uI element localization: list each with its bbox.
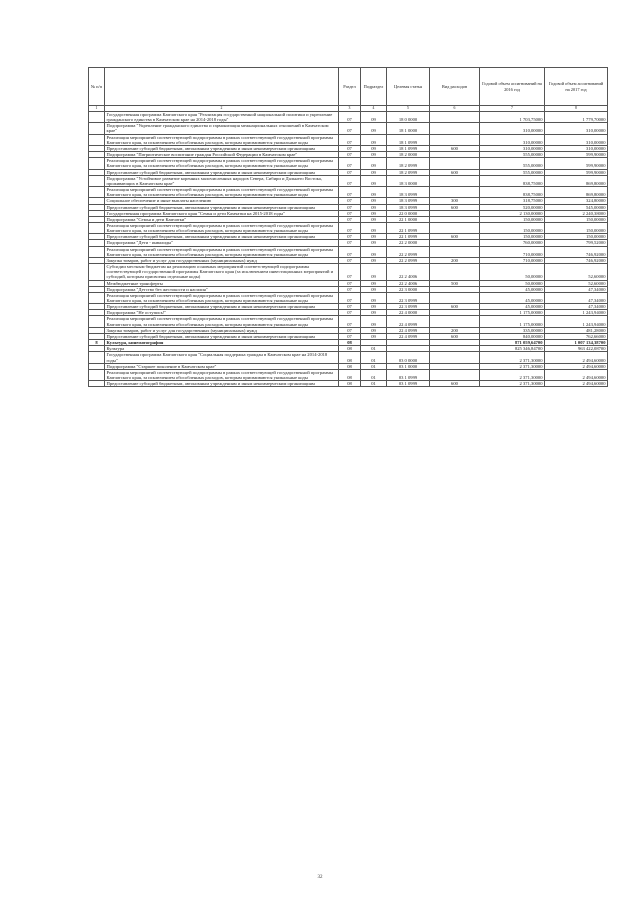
row-subsection: 01: [361, 369, 387, 380]
row-amount-2017: 599,90000: [545, 158, 608, 169]
row-section: 07: [339, 158, 361, 169]
table-row: [89, 216, 608, 222]
table-body: [89, 106, 608, 387]
row-amount-2016: 2 371,30000: [480, 369, 545, 380]
row-amount-2016: 1 703,75000: [480, 112, 545, 123]
row-amount-2016: 2 371,30000: [480, 363, 545, 369]
row-section: 07: [339, 257, 361, 263]
row-target: 22 3 0999: [387, 292, 430, 303]
row-amount-2016: 150,00000: [480, 222, 545, 233]
row-exp-type: 600: [430, 169, 480, 175]
row-amount-2017: 869,80000: [545, 175, 608, 186]
row-amount-2017: 799,52000: [545, 240, 608, 246]
row-target: 22 4 0000: [387, 310, 430, 316]
column-index-cell: 2: [105, 106, 339, 112]
row-amount-2016: 555,00000: [480, 169, 545, 175]
row-amount-2017: 1 007 134,38700: [545, 340, 608, 346]
row-target: 22 3 0000: [387, 286, 430, 292]
row-name: Культура: [105, 346, 339, 352]
table-row: [89, 369, 608, 380]
row-subsection: 09: [361, 286, 387, 292]
row-subsection: 09: [361, 134, 387, 145]
row-number: [89, 369, 105, 380]
row-number: [89, 352, 105, 363]
header-num: № п/п: [89, 68, 105, 106]
row-amount-2017: 150,00000: [545, 222, 608, 233]
row-exp-type: [430, 158, 480, 169]
row-target: 03 1 0999: [387, 381, 430, 387]
row-amount-2017: 599,90000: [545, 169, 608, 175]
row-amount-2016: 310,00000: [480, 134, 545, 145]
row-exp-type: [430, 187, 480, 198]
row-amount-2016: 45,00000: [480, 304, 545, 310]
row-amount-2017: 2 494,60000: [545, 369, 608, 380]
row-subsection: 09: [361, 333, 387, 339]
row-amount-2017: 2 240,38000: [545, 210, 608, 216]
row-amount-2016: 150,00000: [480, 234, 545, 240]
row-section: 07: [339, 152, 361, 158]
row-subsection: 09: [361, 198, 387, 204]
row-target: 22 1 0999: [387, 234, 430, 240]
row-amount-2017: 1 779,70000: [545, 112, 608, 123]
row-name: Социальное обеспечение и иные выплаты населению: [105, 198, 339, 204]
row-section: 07: [339, 310, 361, 316]
row-name: Подпрограмма "Устойчивое развитие коренных малочисленных народов Севера, Сибири и Дальнего Востока, проживающих в Камчатском крае": [105, 175, 339, 186]
row-amount-2017: 2 494,60000: [545, 352, 608, 363]
row-target: 18 2 0000: [387, 152, 430, 158]
row-section: 07: [339, 169, 361, 175]
row-amount-2017: 545,00000: [545, 204, 608, 210]
row-name: Реализация мероприятий соответствующей подпрограммы в рамках соответствующей государственной программы Камчатского края, за исключением обособленных расходов, которым присваиваются уникальные коды: [105, 158, 339, 169]
row-subsection: 09: [361, 310, 387, 316]
row-amount-2017: 310,00000: [545, 145, 608, 151]
row-name: Субсидии местным бюджетам на реализацию основных мероприятий соответствующей подпрограммы соответствующей государственной программы Камчатского края (за исключением инвестиционных мероприятий и субсидий, которым присвоены отдельные коды): [105, 264, 339, 280]
row-amount-2017: 1 243,94000: [545, 310, 608, 316]
row-number: [89, 134, 105, 145]
row-name: Государственная программа Камчатского края "Семья и дети Камчатки на 2015-2018 годы": [105, 210, 339, 216]
table-row: [89, 257, 608, 263]
row-subsection: 09: [361, 158, 387, 169]
row-amount-2016: 710,00000: [480, 257, 545, 263]
row-section: 07: [339, 234, 361, 240]
row-target: 22 1 0999: [387, 222, 430, 233]
row-amount-2016: 838,75000: [480, 187, 545, 198]
row-exp-type: 600: [430, 381, 480, 387]
row-section: 08: [339, 381, 361, 387]
row-name: Межбюджетные трансферты: [105, 280, 339, 286]
row-exp-type: 300: [430, 198, 480, 204]
column-index-cell: 7: [480, 106, 545, 112]
row-subsection: 09: [361, 240, 387, 246]
row-target: 18 0 0000: [387, 112, 430, 123]
row-amount-2017: 150,00000: [545, 216, 608, 222]
row-subsection: 09: [361, 175, 387, 186]
row-exp-type: [430, 175, 480, 186]
row-name: Подпрограмма "Детство без жестокости и насилия": [105, 286, 339, 292]
column-index-cell: 4: [361, 106, 387, 112]
table-row: [89, 198, 608, 204]
row-amount-2016: 45,00000: [480, 286, 545, 292]
row-section: 08: [339, 346, 361, 352]
row-section: 07: [339, 222, 361, 233]
row-name: Государственная программа Камчатского края "Реализация государственной национальной политики и укрепление гражданского единства в Камчатском крае на 2014-2018 годы": [105, 112, 339, 123]
row-amount-2016: 310,00000: [480, 145, 545, 151]
row-amount-2017: 1 243,94000: [545, 316, 608, 327]
row-target: 18 3 0999: [387, 198, 430, 204]
row-name: Предоставление субсидий бюджетным, автономным учреждениям и иным некоммерческим организациям: [105, 381, 339, 387]
row-name: Закупка товаров, работ и услуг для государственных (муниципальных) нужд: [105, 327, 339, 333]
row-name: Предоставление субсидий бюджетным, автономным учреждениям и иным некоммерческим организациям: [105, 145, 339, 151]
table-row: [89, 145, 608, 151]
header-target: Целевая статья: [387, 68, 430, 106]
row-target: 18 3 0999: [387, 204, 430, 210]
row-amount-2017: 746,92000: [545, 246, 608, 257]
row-target: 22 1 0000: [387, 216, 430, 222]
row-subsection: 09: [361, 234, 387, 240]
row-name: Предоставление субсидий бюджетным, автономным учреждениям и иным некоммерческим организациям: [105, 204, 339, 210]
row-target: 22 2 0999: [387, 257, 430, 263]
row-section: 07: [339, 112, 361, 123]
table-row: [89, 234, 608, 240]
row-target: 22 4 0999: [387, 316, 430, 327]
row-exp-type: [430, 222, 480, 233]
row-amount-2017: 762,66000: [545, 333, 608, 339]
row-section: 07: [339, 210, 361, 216]
row-exp-type: [430, 316, 480, 327]
row-amount-2016: 760,00000: [480, 240, 545, 246]
row-amount-2016: 710,00000: [480, 246, 545, 257]
table-row: [89, 381, 608, 387]
row-target: 03 1 0000: [387, 363, 430, 369]
row-amount-2017: 310,00000: [545, 123, 608, 134]
row-exp-type: [430, 246, 480, 257]
table-row: [89, 352, 608, 363]
row-exp-type: 600: [430, 204, 480, 210]
row-subsection: 09: [361, 216, 387, 222]
row-amount-2016: 318,75000: [480, 198, 545, 204]
row-target: 22 2 0000: [387, 240, 430, 246]
table-row: [89, 222, 608, 233]
row-name: Реализация мероприятий соответствующей подпрограммы в рамках соответствующей государственной программы Камчатского края, за исключением обособленных расходов, которым присваиваются уникальные коды: [105, 134, 339, 145]
header-section: Раздел: [339, 68, 361, 106]
row-number: [89, 123, 105, 134]
row-subsection: 09: [361, 246, 387, 257]
row-section: 07: [339, 123, 361, 134]
row-section: 07: [339, 327, 361, 333]
row-target: 18 3 0000: [387, 175, 430, 186]
header-2016: Годовой объем ассигнований на 2016 год: [480, 68, 545, 106]
row-subsection: 09: [361, 123, 387, 134]
row-target: 18 1 0999: [387, 134, 430, 145]
row-subsection: 09: [361, 304, 387, 310]
row-amount-2016: 50,00000: [480, 280, 545, 286]
table-row: [89, 169, 608, 175]
row-target: 18 1 0000: [387, 123, 430, 134]
row-target: 22 2 4006: [387, 264, 430, 280]
row-amount-2017: 2 494,60000: [545, 381, 608, 387]
row-subsection: 09: [361, 210, 387, 216]
row-amount-2016: 2 130,00000: [480, 210, 545, 216]
row-amount-2017: 599,90000: [545, 152, 608, 158]
row-subsection: 09: [361, 152, 387, 158]
table-header-row: [89, 68, 608, 106]
row-section: 07: [339, 134, 361, 145]
row-target: 18 1 0999: [387, 145, 430, 151]
row-section: 07: [339, 145, 361, 151]
row-target: 22 4 0999: [387, 327, 430, 333]
row-number: [89, 175, 105, 186]
row-target: 03 1 0999: [387, 369, 430, 380]
row-amount-2017: 481,28000: [545, 327, 608, 333]
row-subsection: 09: [361, 280, 387, 286]
row-exp-type: 600: [430, 145, 480, 151]
column-index-cell: 1: [89, 106, 105, 112]
row-number: [89, 246, 105, 257]
row-number: [89, 187, 105, 198]
row-amount-2017: 52,60000: [545, 280, 608, 286]
row-amount-2016: 1 175,00000: [480, 310, 545, 316]
row-exp-type: [430, 134, 480, 145]
page-number: 32: [317, 875, 323, 880]
row-target: 22 4 0999: [387, 333, 430, 339]
row-target: 22 2 4006: [387, 280, 430, 286]
table-row: [89, 204, 608, 210]
row-exp-type: [430, 123, 480, 134]
row-name: Предоставление субсидий бюджетным, автономным учреждениям и иным некоммерческим организациям: [105, 169, 339, 175]
row-name: Подпрограмма "Укрепление гражданского единства и гармонизация межнациональных отношений в Камчатском крае": [105, 123, 339, 134]
row-section: 07: [339, 264, 361, 280]
row-section: 08: [339, 363, 361, 369]
header-name: [105, 68, 339, 106]
row-name: Подпрограмма "Дети - инвалиды": [105, 240, 339, 246]
row-subsection: 09: [361, 222, 387, 233]
row-amount-2016: 871 059,64700: [480, 340, 545, 346]
row-name: Государственная программа Камчатского края "Социальная поддержка граждан в Камчатском крае на 2014-2018 годы": [105, 352, 339, 363]
row-target: 18 2 0999: [387, 158, 430, 169]
row-subsection: 09: [361, 145, 387, 151]
table-row: [89, 327, 608, 333]
row-name: Подпрограмма "Не оступись!": [105, 310, 339, 316]
row-amount-2016: 45,00000: [480, 292, 545, 303]
row-section: 07: [339, 240, 361, 246]
row-amount-2017: 310,00000: [545, 134, 608, 145]
row-section: 08: [339, 369, 361, 380]
row-name: Подпрограмма "Старшее поколение в Камчатском крае": [105, 363, 339, 369]
row-name: Предоставление субсидий бюджетным, автономным учреждениям и иным некоммерческим организациям: [105, 304, 339, 310]
row-subsection: 01: [361, 352, 387, 363]
table-row: [89, 333, 608, 339]
row-section: 07: [339, 204, 361, 210]
row-subsection: 09: [361, 204, 387, 210]
row-section: 08: [339, 352, 361, 363]
table-row: [89, 210, 608, 216]
row-name: Реализация мероприятий соответствующей подпрограммы в рамках соответствующей государственной программы Камчатского края, за исключением обособленных расходов, которым присваиваются уникальные коды: [105, 292, 339, 303]
row-amount-2017: 324,80000: [545, 198, 608, 204]
row-subsection: 09: [361, 112, 387, 123]
header-exp-type: Вид расходов: [430, 68, 480, 106]
row-amount-2017: 47,34000: [545, 304, 608, 310]
row-amount-2017: 2 494,60000: [545, 363, 608, 369]
row-amount-2017: 963 422,08700: [545, 346, 608, 352]
row-amount-2017: 52,60000: [545, 264, 608, 280]
row-number: [89, 158, 105, 169]
table-row: [89, 246, 608, 257]
table-row: [89, 304, 608, 310]
table-row: [89, 152, 608, 158]
row-amount-2016: 520,00000: [480, 204, 545, 210]
table-row: [89, 123, 608, 134]
row-section: 07: [339, 280, 361, 286]
column-index-cell: 3: [339, 106, 361, 112]
row-section: 08: [339, 340, 361, 346]
row-section: 07: [339, 216, 361, 222]
row-section: 07: [339, 316, 361, 327]
row-amount-2016: 50,00000: [480, 264, 545, 280]
row-section: 07: [339, 246, 361, 257]
row-exp-type: 600: [430, 304, 480, 310]
row-name: Культура, кинематография: [105, 340, 339, 346]
header-subsection: Подраздел: [361, 68, 387, 106]
row-number: [89, 112, 105, 123]
row-amount-2016: 825 346,84700: [480, 346, 545, 352]
row-number: [89, 316, 105, 327]
row-name: Закупка товаров, работ и услуг для государственных (муниципальных) нужд: [105, 257, 339, 263]
row-name: Подпрограмма "Патриотическое воспитание граждан Российской Федерации в Камчатском крае": [105, 152, 339, 158]
row-amount-2016: 150,00000: [480, 216, 545, 222]
row-amount-2016: 555,00000: [480, 152, 545, 158]
row-section: 07: [339, 292, 361, 303]
table-row: [89, 175, 608, 186]
table-row: [89, 363, 608, 369]
header-2017: Годовой объем ассигнований на 2017 год: [545, 68, 608, 106]
row-amount-2017: 47,34000: [545, 286, 608, 292]
row-amount-2016: 838,75000: [480, 175, 545, 186]
table-row: [89, 112, 608, 123]
row-section: 07: [339, 333, 361, 339]
row-exp-type: [430, 369, 480, 380]
row-section: 07: [339, 175, 361, 186]
row-exp-type: [430, 352, 480, 363]
row-amount-2016: 840,00000: [480, 333, 545, 339]
row-subsection: 09: [361, 169, 387, 175]
row-target: 18 2 0999: [387, 169, 430, 175]
table-row: [89, 286, 608, 292]
row-subsection: 09: [361, 292, 387, 303]
row-amount-2016: 335,00000: [480, 327, 545, 333]
row-name: Предоставление субсидий бюджетным, автономным учреждениям и иным некоммерческим организациям: [105, 333, 339, 339]
row-target: 22 3 0999: [387, 304, 430, 310]
row-subsection: 01: [361, 381, 387, 387]
row-exp-type: 600: [430, 234, 480, 240]
column-index-cell: 8: [545, 106, 608, 112]
table-row: [89, 187, 608, 198]
row-name: Реализация мероприятий соответствующей подпрограммы в рамках соответствующей государственной программы Камчатского края, за исключением обособленных расходов, которым присваиваются уникальные коды: [105, 316, 339, 327]
row-subsection: 09: [361, 257, 387, 263]
row-name: Реализация мероприятий соответствующей подпрограммы в рамках соответствующей государственной программы Камчатского края, за исключением обособленных расходов, которым присваиваются уникальные коды: [105, 246, 339, 257]
row-number: [89, 381, 105, 387]
row-number: [89, 292, 105, 303]
row-subsection: 09: [361, 316, 387, 327]
row-name: Реализация мероприятий соответствующей подпрограммы в рамках соответствующей государственной программы Камчатского края, за исключением обособленных расходов, которым присваиваются уникальные коды: [105, 222, 339, 233]
table-row: [89, 292, 608, 303]
column-index-cell: 5: [387, 106, 430, 112]
budget-allocation-table: [88, 67, 608, 387]
table-row: [89, 134, 608, 145]
row-target: 03 0 0000: [387, 352, 430, 363]
row-amount-2017: 869,80000: [545, 187, 608, 198]
row-amount-2016: 2 371,30000: [480, 352, 545, 363]
row-target: 22 0 0000: [387, 210, 430, 216]
row-section: 07: [339, 286, 361, 292]
row-amount-2016: 310,00000: [480, 123, 545, 134]
row-exp-type: 600: [430, 333, 480, 339]
row-amount-2016: 1 175,00000: [480, 316, 545, 327]
row-number: 8: [89, 340, 105, 346]
row-subsection: 01: [361, 346, 387, 352]
row-name: Подпрограмма "Семья и дети Камчатки": [105, 216, 339, 222]
row-amount-2017: 150,00000: [545, 234, 608, 240]
row-section: 07: [339, 304, 361, 310]
row-name: Реализация мероприятий соответствующей подпрограммы в рамках соответствующей государственной программы Камчатского края, за исключением обособленных расходов, которым присваиваются уникальные коды: [105, 369, 339, 380]
row-subsection: 09: [361, 187, 387, 198]
row-name: Реализация мероприятий соответствующей подпрограммы в рамках соответствующей государственной программы Камчатского края, за исключением обособленных расходов, которым присваиваются уникальные коды: [105, 187, 339, 198]
row-exp-type: 200: [430, 327, 480, 333]
row-amount-2017: 746,92000: [545, 257, 608, 263]
row-amount-2017: 47,34000: [545, 292, 608, 303]
row-section: 07: [339, 187, 361, 198]
row-exp-type: [430, 264, 480, 280]
row-exp-type: [430, 292, 480, 303]
row-target: 22 2 0999: [387, 246, 430, 257]
table-row: [89, 240, 608, 246]
row-number: [89, 264, 105, 280]
table-row: [89, 316, 608, 327]
row-number: [89, 222, 105, 233]
row-subsection: 01: [361, 363, 387, 369]
table-row: [89, 264, 608, 280]
row-subsection: 09: [361, 264, 387, 280]
row-exp-type: [430, 112, 480, 123]
row-amount-2016: 555,00000: [480, 158, 545, 169]
row-target: 18 3 0999: [387, 187, 430, 198]
column-index-cell: 6: [430, 106, 480, 112]
table-row: [89, 158, 608, 169]
row-exp-type: 500: [430, 280, 480, 286]
row-amount-2016: 2 371,30000: [480, 381, 545, 387]
row-name: Предоставление субсидий бюджетным, автономным учреждениям и иным некоммерческим организациям: [105, 234, 339, 240]
row-subsection: 09: [361, 327, 387, 333]
row-section: 07: [339, 198, 361, 204]
row-exp-type: 200: [430, 257, 480, 263]
